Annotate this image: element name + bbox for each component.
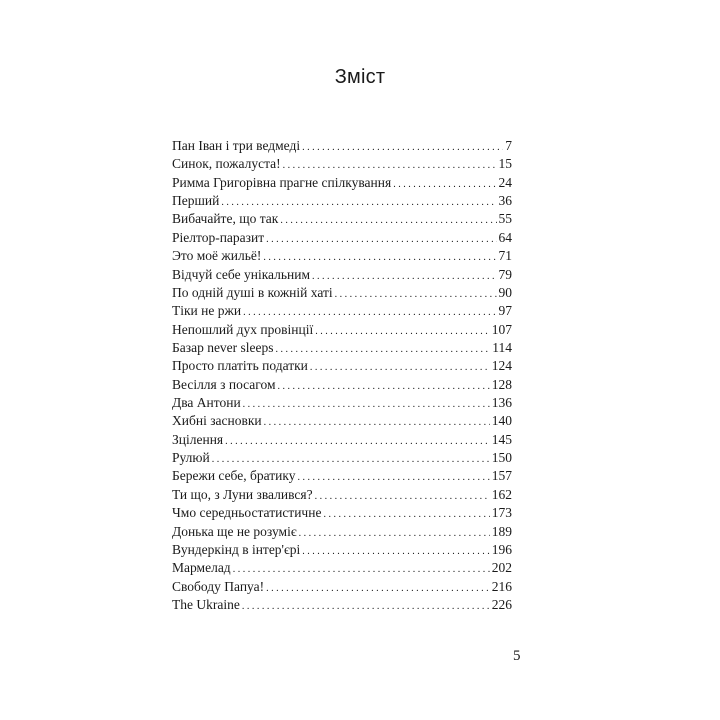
toc-entry-title: Это моё жильё! (172, 248, 262, 264)
toc-entry (172, 504, 512, 522)
toc-entry-page: 136 (491, 395, 512, 411)
dot-leader (233, 561, 490, 579)
toc-entry-page: 79 (498, 266, 512, 282)
toc-entry (172, 578, 512, 596)
toc-entry (172, 412, 512, 430)
toc-entry (172, 559, 512, 577)
toc-entry-title: Просто платіть податки (172, 358, 308, 374)
toc-entry (172, 449, 512, 467)
dot-leader (298, 469, 490, 487)
dot-leader (266, 580, 490, 598)
toc-entry-title: По одній душі в кожній хаті (172, 284, 333, 300)
dot-leader (278, 378, 490, 396)
dot-leader (264, 414, 490, 432)
toc-entry-title: Пан Іван і три ведмеді (172, 138, 301, 153)
toc-entry (172, 284, 512, 302)
dot-leader (315, 488, 490, 506)
toc-entry (172, 486, 512, 504)
toc-entry (172, 174, 512, 192)
toc-entry (172, 541, 512, 559)
toc-entry-title: Два Антони (172, 395, 241, 411)
toc-entry-title: Ріелтор-паразит (172, 229, 265, 245)
toc-entry-page: 162 (491, 486, 512, 502)
toc-entry (172, 266, 512, 284)
dot-leader (312, 268, 496, 286)
toc-entry (172, 247, 512, 265)
toc-entry (172, 210, 512, 228)
toc-entry-title: Базар never sleeps (172, 339, 274, 355)
toc-entry (172, 523, 512, 541)
toc-entry-page: 15 (498, 156, 512, 172)
dot-leader (323, 506, 489, 524)
dot-leader (242, 598, 490, 616)
toc-entry (172, 596, 512, 614)
dot-leader (243, 396, 490, 414)
toc-entry (172, 394, 512, 412)
toc-entry (172, 467, 512, 485)
toc-entry-page: 226 (491, 596, 512, 612)
page-number: 5 (513, 648, 521, 664)
dot-leader (280, 212, 496, 230)
toc-entry (172, 229, 512, 247)
toc-entry-page: 216 (491, 578, 512, 594)
toc-entry-page: 90 (498, 284, 512, 300)
toc-entry (172, 376, 512, 394)
toc-entry-title: Вундеркінд в інтер'єрі (172, 541, 301, 557)
toc-entry-page: 124 (491, 358, 512, 374)
toc-entry-page: 128 (491, 376, 512, 392)
toc-entry-title: Ти що, з Луни звалився? (172, 486, 313, 502)
toc-entry-page: 24 (498, 174, 512, 190)
toc-entry-page: 107 (491, 321, 512, 337)
toc-entry-title: Тіки не ржи (172, 303, 242, 319)
toc-entry (172, 357, 512, 375)
toc-entry-page: 97 (498, 303, 512, 319)
toc-entry-page: 202 (491, 560, 512, 576)
dot-leader (302, 139, 503, 157)
toc-entry-page: 64 (498, 229, 512, 245)
toc-entry-page: 157 (491, 468, 512, 484)
toc-entry-title: Донька ще не розуміє (172, 523, 297, 539)
dot-leader (299, 525, 490, 543)
toc-entry-title: Зцілення (172, 431, 224, 447)
dot-leader (335, 286, 497, 304)
dot-leader (225, 433, 490, 451)
toc-entry-page: 114 (492, 339, 512, 355)
toc-entry-title: Свободу Папуа! (172, 578, 265, 594)
page-title: Зміст (334, 66, 386, 88)
toc-entry-title: Хибні засновки (172, 413, 262, 429)
dot-leader (315, 323, 490, 341)
toc-entry (172, 339, 512, 357)
table-of-contents (172, 137, 512, 614)
toc-entry-title: Відчуй себе унікальним (172, 266, 311, 282)
toc-entry-title: Весілля з посагом (172, 376, 276, 392)
dot-leader (266, 231, 496, 249)
toc-entry-page: 196 (491, 541, 512, 557)
toc-entry-title: Рулюй (172, 450, 210, 466)
toc-entry-page: 140 (491, 413, 512, 429)
toc-entry-title: Бережи себе, братику (172, 468, 296, 484)
toc-entry (172, 192, 512, 210)
toc-entry-page: 150 (491, 450, 512, 466)
toc-entry (172, 155, 512, 173)
dot-leader (393, 176, 496, 194)
toc-entry (172, 431, 512, 449)
toc-entry-page: 55 (498, 211, 512, 227)
toc-entry-page: 189 (491, 523, 512, 539)
toc-entry-page: 36 (498, 193, 512, 209)
toc-entry-title: Чмо середньостатистичне (172, 505, 322, 521)
toc-entry-title: Перший (172, 193, 220, 209)
dot-leader (302, 543, 489, 561)
toc-entry-title: Непошлий дух провінції (172, 321, 314, 337)
toc-entry-title: The Ukraine (172, 596, 240, 612)
toc-entry (172, 137, 512, 155)
toc-entry-title: Синок, пожалуста! (172, 156, 281, 172)
toc-entry-title: Вибачайте, що так (172, 211, 279, 227)
toc-entry (172, 321, 512, 339)
toc-entry-page: 145 (491, 431, 512, 447)
toc-entry-title: Римма Григорівна прагне спілкування (172, 174, 392, 190)
toc-entry-page: 173 (491, 505, 512, 521)
toc-entry-page: 7 (505, 138, 512, 153)
toc-entry-title: Мармелад (172, 560, 231, 576)
dot-leader (310, 359, 490, 377)
toc-entry-page: 71 (498, 248, 512, 264)
toc-entry (172, 302, 512, 320)
